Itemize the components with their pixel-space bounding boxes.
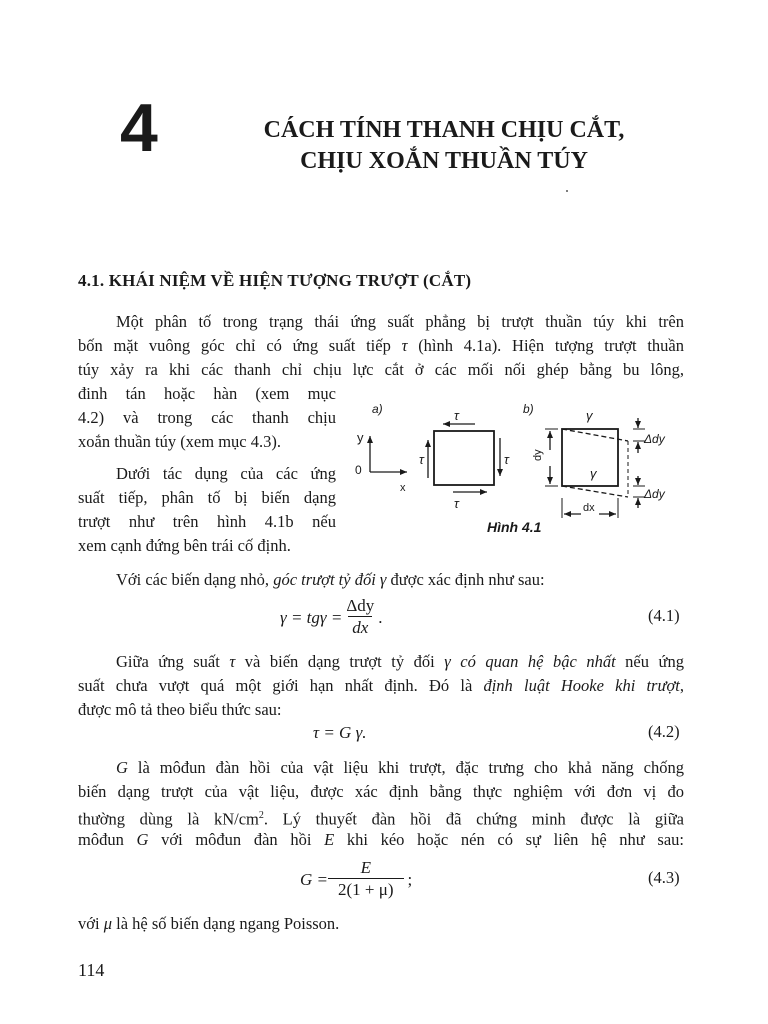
para4-line3: được mô tả theo biểu thức sau: (78, 700, 282, 719)
scan-speck (566, 190, 568, 192)
term-linear-relation: γ có quan hệ bậc nhất (444, 652, 616, 671)
tau-symbol: τ (401, 336, 408, 355)
para1-line4: đinh tán hoặc hàn (xem mục (78, 384, 336, 403)
tau-symbol: τ (229, 652, 236, 671)
text-run: khi kéo hoặc nén có sự liên hệ như sau: (334, 830, 684, 849)
text-run: nếu ứng (615, 652, 684, 671)
para3 (78, 568, 545, 592)
chapter-number: 4 (120, 90, 158, 166)
text-run: suất chưa vượt quá một giới hạn nhất định. Đó là (78, 676, 484, 695)
dx-label: dx (583, 502, 595, 514)
x-axis-label: x (400, 482, 406, 494)
tau-label-left: τ (419, 452, 424, 467)
dy-label: dy (532, 449, 544, 461)
text-run: bốn mặt vuông góc chỉ có ứng suất tiếp (78, 336, 402, 355)
eq3-number: (4.3) (648, 868, 680, 887)
text-run: (hình 4.1a). Hiện tượng trượt thuần (407, 336, 685, 355)
superscript: 2 (258, 810, 264, 821)
symbol-g: G (136, 830, 149, 849)
tau-label-bottom: τ (454, 496, 459, 511)
term-shear-angle: góc trượt tỷ đối γ (273, 570, 387, 589)
figure-4-1 (345, 398, 685, 548)
eq1-numerator: Δdy (346, 596, 375, 615)
text-run: thường dùng là kN/cm (78, 809, 259, 829)
eq1-number: (4.1) (648, 606, 680, 625)
para6 (78, 912, 339, 936)
para5-line4 (78, 828, 684, 852)
tau-label-top: τ (454, 408, 459, 423)
equation-4-1 (280, 596, 383, 639)
eq1-tail: . (378, 607, 383, 627)
chapter-title-line-1: CÁCH TÍNH THANH CHỊU CẮT, (263, 117, 625, 143)
text-run: được xác định như sau: (386, 570, 545, 589)
figure-caption: Hình 4.1 (487, 519, 542, 535)
para2-line3: trượt như trên hình 4.1b nếu (78, 512, 336, 531)
para1-line1: Một phân tố trong trạng thái ứng suất phẳng bị trượt thuần túy khi trên (116, 312, 684, 331)
para4-line1 (78, 650, 684, 674)
gamma-label-top: γ (586, 408, 593, 423)
equation-4-3 (300, 858, 412, 901)
text-run: và biến dạng trượt tỷ đối (235, 652, 445, 671)
text-run: Giữa ứng suất (116, 652, 230, 671)
tau-label-right: τ (504, 452, 509, 467)
label-a: a) (372, 402, 383, 416)
para1-line5: 4.2) và trong các thanh chịu (78, 408, 336, 427)
origin-label: 0 (355, 463, 362, 477)
deformed-edge-bottom (562, 486, 628, 497)
term-hooke-law: định luật Hooke khi trượt (483, 676, 680, 695)
eq1-lhs: γ = tgγ = (280, 607, 343, 627)
equation-4-2: τ = G γ. (313, 723, 367, 742)
mu-symbol: μ (103, 914, 112, 933)
text-run: Với các biến dạng nhỏ, (116, 570, 274, 589)
eq3-fraction (328, 858, 404, 901)
symbol-e: E (324, 830, 335, 849)
text-run: là môđun đàn hồi của vật liệu khi trượt, đặc trưng cho khả năng chống (127, 758, 684, 777)
eq3-denominator: 2(1 + μ) (328, 878, 404, 901)
page-number: 114 (78, 960, 105, 980)
para1-line6: xoắn thuần túy (xem mục 4.3). (78, 432, 281, 451)
delta-dy-label-top: Δdy (644, 432, 665, 446)
text-run: là hệ số biến dạng ngang Poisson. (111, 914, 340, 933)
para4-line2 (78, 674, 684, 698)
para2-line4: xem cạnh đứng bên trái cố định. (78, 536, 291, 555)
section-heading: 4.1. KHÁI NIỆM VỀ HIỆN TƯỢNG TRƯỢT (CẮT) (78, 271, 472, 290)
para2-line2: suất tiếp, phân tố bị biến dạng (78, 488, 336, 507)
para1-line3: túy xảy ra khi các thanh chỉ chịu lực cắt ở các mối nối ghép bằng bu lông, (78, 360, 684, 379)
eq2-number: (4.2) (648, 722, 680, 741)
para2-line1: Dưới tác dụng của các ứng (116, 464, 336, 483)
para1-line2 (78, 334, 684, 358)
chapter-title-line-2: CHỊU XOẮN THUẦN TÚY (300, 148, 588, 174)
delta-dy-label-bottom: Δdy (644, 487, 665, 501)
symbol-g: G (116, 758, 128, 777)
text-run: với (78, 914, 104, 933)
para5-line2: biến dạng trượt của vật liệu, được xác định bằng thực nghiệm với đơn vị đo (78, 782, 684, 801)
y-axis-label: y (357, 430, 364, 445)
text-run: , (679, 676, 684, 695)
eq3-lhs: G = (300, 869, 328, 889)
eq3-numerator: E (360, 858, 371, 877)
text-run: môđun (78, 830, 137, 849)
label-b: b) (523, 402, 534, 416)
eq1-fraction (342, 596, 378, 639)
text-run: với môđun đàn hồi (148, 830, 325, 849)
gamma-label-inside: γ (590, 466, 597, 481)
para5-line1 (78, 756, 684, 780)
eq1-denominator: dx (348, 616, 372, 639)
element-a-square (434, 431, 494, 485)
eq3-tail: ; (407, 869, 413, 889)
text-run: . Lý thuyết đàn hồi đã chứng minh được là giữa (263, 809, 684, 829)
